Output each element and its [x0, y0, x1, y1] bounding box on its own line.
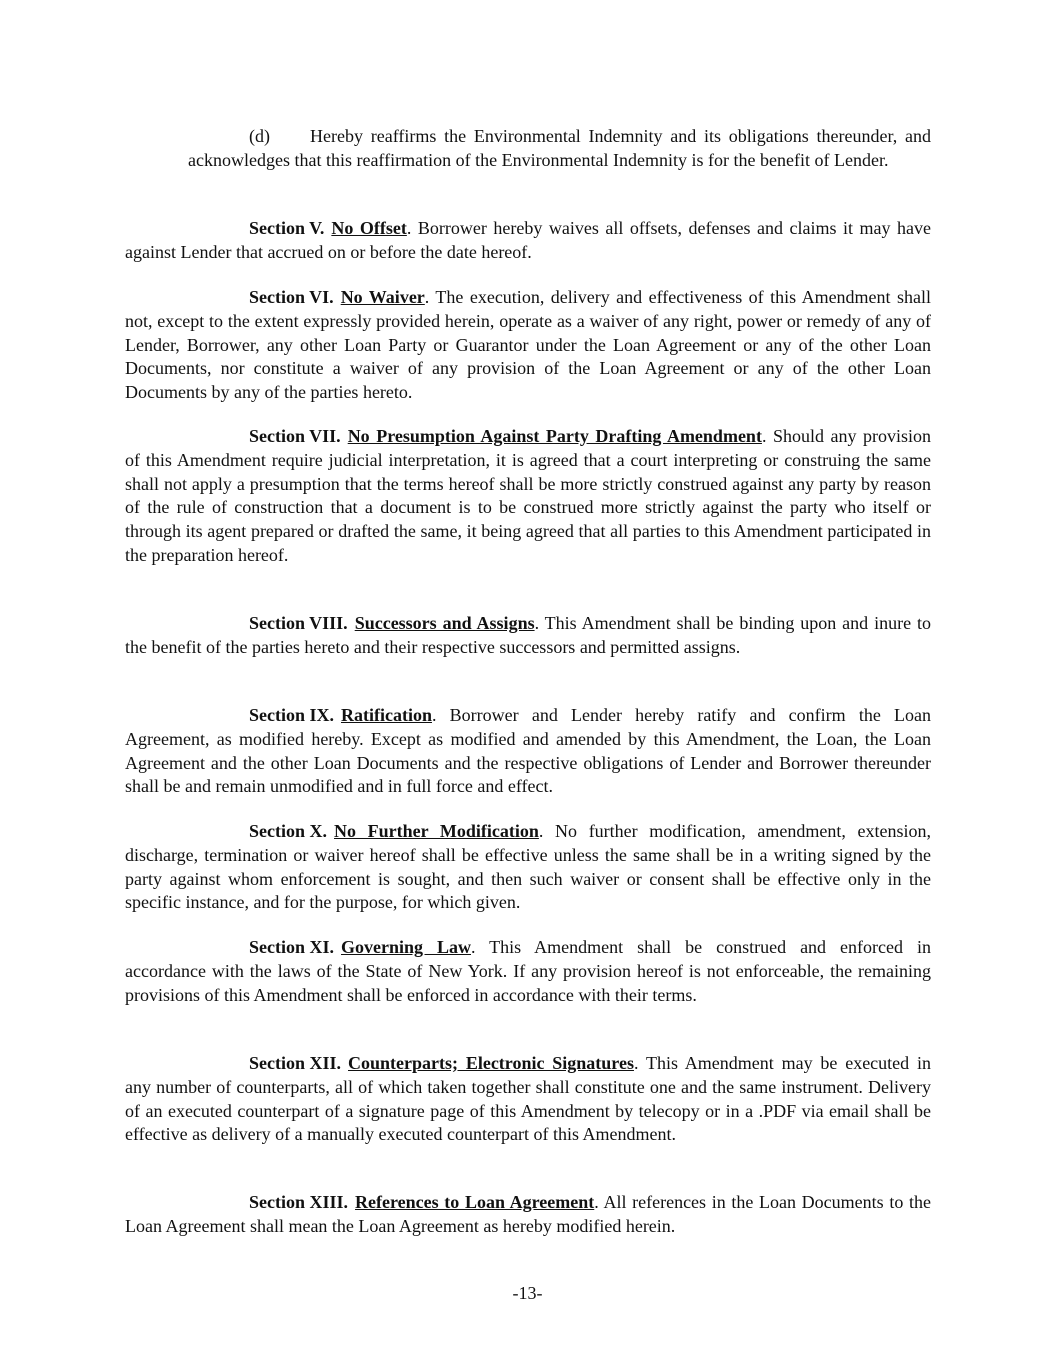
- section-xiii-body: . All references in the Loan Documents to the Loan Agreement shall mean the Loan Agreement as hereby modified herein.: [125, 1192, 931, 1236]
- section-vii-body: . Should any provision of this Amendment require judicial interpretation, it is agreed that a court interpreting or construing the same shall not apply a presumption that the terms hereof shall be more strictly construed against any party by reason of the rule of construction that a document is to be construed more strictly against the party who itself or through its agent prepared or drafted the same, it being agreed that all parties to this Amendment participated in the preparation hereof.: [125, 426, 931, 565]
- section-xi-number: Section XI.: [249, 937, 334, 957]
- page-number: -13-: [512, 1283, 543, 1303]
- section-x-body: . No further modification, amendment, extension, discharge, termination or waiver hereof shall be effective unless the same shall be in a writing signed by the party against whom enforcement is sought, and then such waiver or consent shall be effective only in the specific instance, and for the purpose, for which given.: [125, 821, 931, 913]
- section-xii-title: Counterparts; Electronic Signatures: [348, 1053, 634, 1073]
- section-v-paragraph: [125, 217, 931, 265]
- section-xi-title: Governing Law: [341, 937, 471, 957]
- section-x-title: No Further Modification: [334, 821, 539, 841]
- section-vi-number: Section VI.: [249, 287, 334, 307]
- section-ix-number: Section IX.: [249, 705, 334, 725]
- section-ix-paragraph: [125, 704, 931, 799]
- section-vi-paragraph: [125, 286, 931, 405]
- section-xii-number: Section XII.: [249, 1053, 342, 1073]
- section-xiii-title: References to Loan Agreement: [355, 1192, 595, 1212]
- section-viii-paragraph: [125, 612, 931, 660]
- section-v-number: Section V.: [249, 218, 325, 238]
- section-vi-title: No Waiver: [340, 287, 425, 307]
- section-ix-body: . Borrower and Lender hereby ratify and confirm the Loan Agreement, as modified hereby. Except as modified and amended by this Amendment, the Loan, the Loan Agreement and the other Loan Documents and the respective obligations of Lender and Borrower thereunder shall be and remain unmodified and in full force and effect.: [125, 705, 931, 797]
- section-xiii-paragraph: [125, 1191, 931, 1239]
- section-ix-title: Ratification: [341, 705, 432, 725]
- section-xi-body: . This Amendment shall be construed and enforced in accordance with the laws of the State of New York. If any provision hereof is not enforceable, the remaining provisions of this Amendment shall be enforced in accordance with their terms.: [125, 937, 931, 1005]
- section-xii-paragraph: [125, 1052, 931, 1147]
- section-viii-number: Section VIII.: [249, 613, 348, 633]
- section-v-body: . Borrower hereby waives all offsets, defenses and claims it may have against Lender that accrued on or before the date hereof.: [125, 218, 931, 262]
- section-vii-number: Section VII.: [249, 426, 341, 446]
- section-xii-body: . This Amendment may be executed in any number of counterparts, all of which taken together shall constitute one and the same instrument. Delivery of an executed counterpart of a signature page of this Amendment by telecopy or in a .PDF via email shall be effective as delivery of a manually executed counterpart of this Amendment.: [125, 1053, 931, 1145]
- section-v-title: No Offset: [331, 218, 407, 238]
- section-xi-paragraph: [125, 936, 931, 1007]
- section-vii-title: No Presumption Against Party Drafting Amendment: [347, 426, 762, 446]
- section-x-paragraph: [125, 820, 931, 915]
- section-viii-body: . This Amendment shall be binding upon and inure to the benefit of the parties hereto and their respective successors and permitted assigns.: [125, 613, 931, 657]
- section-x-number: Section X.: [249, 821, 327, 841]
- section-vi-body: . The execution, delivery and effectiveness of this Amendment shall not, except to the extent expressly provided herein, operate as a waiver of any right, power or remedy of any of Lender, Borrower, any other Loan Party or Guarantor under the Loan Agreement or any of the other Loan Documents, nor constitute a waiver of any provision of the Loan Agreement or any of the other Loan Documents by any of the parties hereto.: [125, 287, 931, 403]
- clause-d-paragraph: [188, 125, 931, 173]
- section-xiii-number: Section XIII.: [249, 1192, 349, 1212]
- clause-d-text: Hereby reaffirms the Environmental Indemnity and its obligations thereunder, and acknowledges that this reaffirmation of the Environmental Indemnity is for the benefit of Lender.: [188, 126, 931, 170]
- section-vii-paragraph: [125, 425, 931, 568]
- clause-d-label: (d): [249, 126, 270, 146]
- section-viii-title: Successors and Assigns: [354, 613, 535, 633]
